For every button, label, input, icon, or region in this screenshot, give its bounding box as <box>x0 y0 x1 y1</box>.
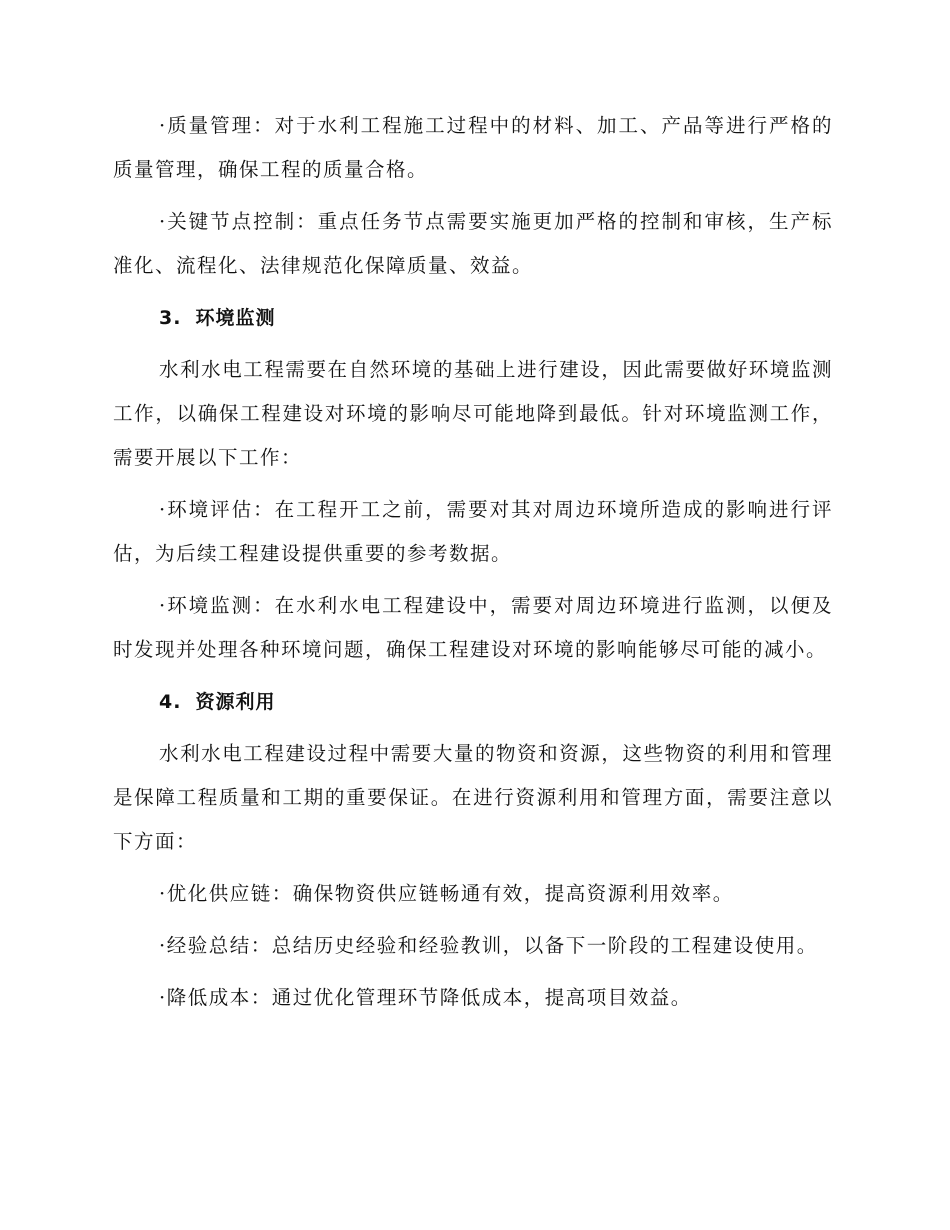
section-title: 资源利用 <box>195 691 276 713</box>
paragraph-resource-intro: 水利水电工程建设过程中需要大量的物资和资源，这些物资的利用和管理是保障工程质量和工期的重要保证。在进行资源利用和管理方面，需要注意以下方面： <box>113 742 833 853</box>
paragraph-environment-intro: 水利水电工程需要在自然环境的基础上进行建设，因此需要做好环境监测工作，以确保工程建设对环境的影响尽可能地降到最低。针对环境监测工作，需要开展以下工作： <box>113 358 833 469</box>
section-number: 4. <box>159 691 182 713</box>
section-heading-resource-utilization <box>113 680 833 724</box>
section-number: 3. <box>159 307 182 329</box>
bullet-key-node-control: ·关键节点控制：重点任务节点需要实施更加严格的控制和审核，生产标准化、流程化、法律规范化保障质量、效益。 <box>113 210 833 277</box>
section-heading-environment-monitoring <box>113 296 833 340</box>
bullet-experience-summary: ·经验总结：总结历史经验和经验教训，以备下一阶段的工程建设使用。 <box>159 934 818 957</box>
bullet-optimize-supply-chain: ·优化供应链：确保物资供应链畅通有效，提高资源利用效率。 <box>159 882 734 905</box>
section-title: 环境监测 <box>195 307 276 329</box>
document-body <box>113 104 833 1028</box>
bullet-reduce-cost: ·降低成本：通过优化管理环节降低成本，提高项目效益。 <box>159 986 692 1009</box>
bullet-environment-assessment: ·环境评估：在工程开工之前，需要对其对周边环境所造成的影响进行评估，为后续工程建设提供重要的参考数据。 <box>113 498 833 565</box>
bullet-quality-management: ·质量管理：对于水利工程施工过程中的材料、加工、产品等进行严格的质量管理，确保工程的质量合格。 <box>113 114 833 181</box>
bullet-environment-monitoring: ·环境监测：在水利水电工程建设中，需要对周边环境进行监测，以便及时发现并处理各种环境问题，确保工程建设对环境的影响能够尽可能的减小。 <box>113 594 833 661</box>
